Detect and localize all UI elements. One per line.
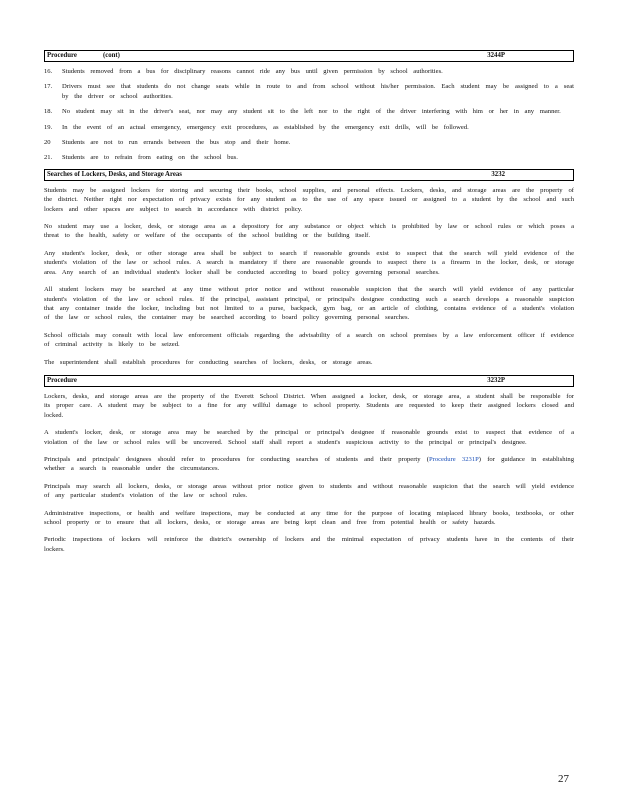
item-number: 17. bbox=[44, 83, 53, 91]
paragraph-with-reference bbox=[44, 455, 574, 474]
list-item bbox=[44, 107, 574, 116]
item-text: Students are not to run errands between the bus stop and their home. bbox=[62, 139, 291, 147]
section-title: Procedure bbox=[47, 52, 77, 60]
paragraph-text: ) for guidance in establishing whether a search is reasonable under the circumstances. bbox=[44, 455, 574, 473]
list-item bbox=[44, 67, 574, 76]
list-item bbox=[44, 82, 574, 101]
section-header-searches bbox=[44, 169, 574, 181]
paragraph-text: Principals and principals' designees should refer to procedures for conducting searches of students and their property ( bbox=[44, 455, 429, 463]
paragraph: All student lockers may be searched at any time without prior notice and without reasonable suspicion that the search will yield evidence of any particular student's violation of the law or school rules. If the principal, assistant principal, or principal's designee conducting such a search develops a reasonable suspicion that any container inside the locker, including but not limited to a purse, backpack, gym bag, or an article of clothing, contains evidence of a student's violation of the law or school rules, the container may be searched according to board policy governing personal searches. bbox=[44, 286, 574, 322]
section-subtitle: (cont) bbox=[102, 52, 120, 60]
section-code: 3244P bbox=[487, 52, 505, 60]
paragraph: Periodic inspections of lockers will reinforce the district's ownership of lockers and the minimal expectation of privacy students have in the contents of their lockers. bbox=[44, 536, 574, 553]
item-text: Students removed from a bus for disciplinary reasons cannot ride any bus until given permission by school authorities. bbox=[62, 68, 443, 75]
section-code: 3232P bbox=[487, 377, 505, 385]
paragraph: Administrative inspections, or health and welfare inspections, may be conducted at any time for the purpose of locating misplaced library books, textbooks, or other school property or to ensure that all lockers, desks, or storage areas are being kept clean and free from potential health or safety hazards. bbox=[44, 509, 574, 526]
list-item bbox=[44, 138, 574, 147]
item-number: 18. bbox=[44, 108, 53, 116]
item-number: 20 bbox=[44, 139, 51, 147]
item-text: Drivers must see that students do not change seats while in route to and from school without his/her permission. Each student may be assigned to a seat by the driver or school authorities. bbox=[62, 83, 574, 100]
section-header-procedure bbox=[44, 375, 574, 387]
paragraph: Students may be assigned lockers for storing and securing their books, school supplies, and personal effects. Lockers, desks, and storage areas are the property of the district. Neither right nor expectation of privacy exists for any student as to the use of any space issued or assigned to a student by the school and such lockers and other spaces are subject to search in accordance with district policy. bbox=[44, 186, 574, 213]
paragraph: Principals may search all lockers, desks, or storage areas without prior notice given to students and without reasonable suspicion that the search will yield evidence of any particular student's violation of the law or school rules. bbox=[44, 482, 574, 500]
paragraph: School officials may consult with local law enforcement officials regarding the advisability of a search on school premises by a law enforcement officer if evidence of criminal activity is likely to be seized. bbox=[44, 331, 574, 349]
item-number: 16. bbox=[44, 68, 53, 75]
paragraph: No student may use a locker, desk, or storage area as a depository for any substance or object which is prohibited by law or school rules or which poses a threat to the health, safety or welfare of the occupants of the school building or the building itself. bbox=[44, 223, 574, 240]
section-title: Procedure bbox=[47, 377, 77, 385]
section-title: Searches of Lockers, Desks, and Storage Areas bbox=[47, 171, 182, 179]
item-text: Students are to refrain from eating on the school bus. bbox=[62, 154, 238, 162]
item-text: In the event of an actual emergency, emergency exit procedures, as established by the emergency exit drills, will be followed. bbox=[62, 123, 469, 131]
item-number: 21. bbox=[44, 154, 53, 162]
list-item bbox=[44, 123, 574, 132]
paragraph: Lockers, desks, and storage areas are the property of the Everett School District. When assigned a locker, desk, or storage area, a student shall be responsible for its proper care. A student may be subject to a fine for any willful damage to school property. Students are requested to keep their assigned lockers closed and locked. bbox=[44, 392, 574, 419]
item-text: No student may sit in the driver's seat, nor may any student sit to the left nor to the right of the driver interfering with him or her in any manner. bbox=[62, 108, 561, 116]
paragraph: Any student's locker, desk, or other storage area shall be subject to search if reasonable grounds exist to suspect that the search will yield evidence of the student's violation of the law or school rules. A search is mandatory if there are reasonable grounds to suspect there is a firearm in the locker, desk, or storage area. Any search of an individual student's locker shall be conducted according to board policy governing personal searches. bbox=[44, 249, 574, 276]
paragraph: The superintendent shall establish procedures for conducting searches of lockers, desks, or storage areas. bbox=[44, 358, 373, 366]
page-number: 27 bbox=[558, 773, 569, 785]
section-code: 3232 bbox=[491, 171, 505, 179]
document-page bbox=[44, 50, 574, 562]
section-header-procedure-cont bbox=[44, 50, 574, 62]
paragraph: A student's locker, desk, or storage area may be searched by the principal or principal's designee if reasonable grounds exist to suspect that evidence of a violation of the law or school rules will be uncovered. School staff shall report a student's suspicious activity to the principal or principal's designee. bbox=[44, 429, 574, 446]
procedure-link[interactable]: Procedure 3231P bbox=[428, 455, 479, 463]
list-item bbox=[44, 153, 574, 162]
item-number: 19. bbox=[44, 123, 53, 131]
